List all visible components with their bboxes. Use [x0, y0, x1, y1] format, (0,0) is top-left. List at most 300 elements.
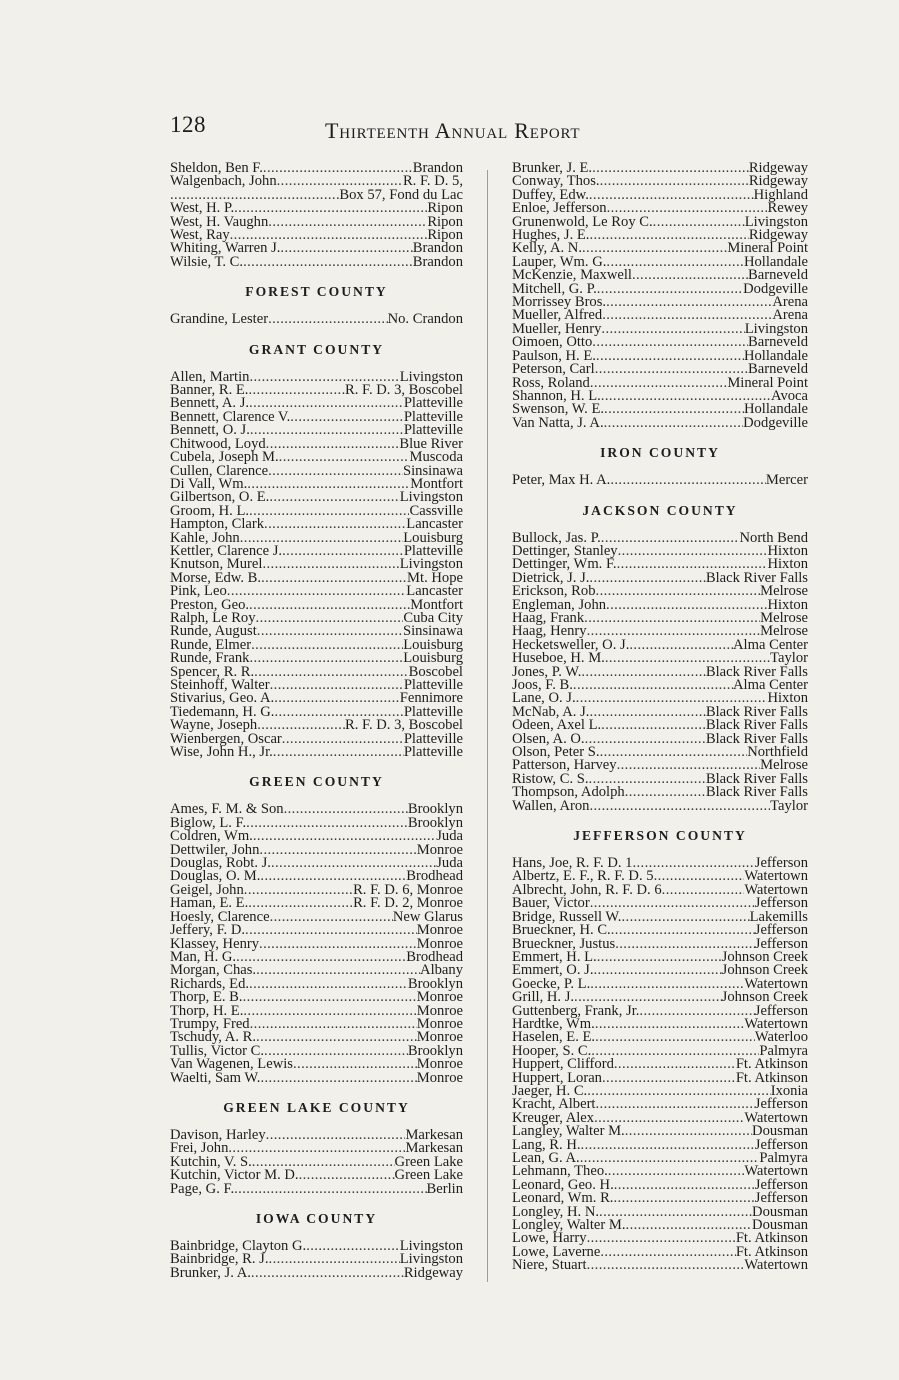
entry-name: Odeen, Axel L. — [512, 717, 602, 734]
entry-name: Brunker, J. E. — [512, 160, 593, 176]
county-heading: FOREST COUNTY — [245, 284, 388, 300]
entry-place: Jefferson — [754, 922, 808, 939]
entry-name: Thorp, E. B. — [170, 989, 243, 1006]
dot-leader — [284, 803, 408, 816]
dot-leader — [662, 884, 745, 897]
entry-place: Berlin — [426, 1180, 463, 1197]
entry-name: Pink, Leo — [170, 583, 227, 600]
entry-place: Melrose — [760, 757, 808, 774]
dot-leader — [600, 175, 749, 188]
entry-name: Lean, G. A. — [512, 1150, 580, 1166]
entry-place: Juda — [436, 855, 463, 872]
entry-place: Platteville — [403, 422, 463, 439]
dot-leader — [260, 1072, 416, 1085]
dot-leader — [269, 1253, 400, 1266]
entry-place: Hixton — [767, 690, 808, 707]
entry-place: Ridgeway — [748, 160, 808, 176]
dot-leader — [653, 216, 745, 229]
entry-place: Mt. Hope — [407, 569, 463, 586]
dot-leader — [602, 1072, 736, 1085]
entry-place: Platteville — [403, 730, 463, 747]
dot-leader — [587, 1232, 736, 1245]
entry-name: Tschudy, A. R. — [170, 1029, 257, 1046]
entry-name: Gilbertson, O. E. — [170, 489, 270, 506]
dot-leader — [262, 558, 399, 571]
entry-place: R. F. D. 3, Boscobel — [344, 382, 463, 399]
dot-leader — [601, 719, 706, 732]
entry-name: Frei, John — [170, 1140, 229, 1157]
entry-place: Ft. Atkinson — [735, 1243, 808, 1260]
entry-place: Monroe — [416, 922, 463, 939]
entry-place: Ft. Atkinson — [735, 1230, 808, 1247]
entry-name: Brunker, J. A. — [170, 1264, 251, 1281]
entry-place: Brandon — [412, 253, 463, 270]
dot-leader — [595, 1098, 754, 1111]
dot-leader — [253, 830, 436, 843]
entry-place: Johnson Creek — [721, 948, 808, 965]
dot-leader — [259, 844, 416, 857]
dot-leader — [259, 938, 417, 951]
entry-place: Platteville — [403, 703, 463, 720]
dot-leader — [243, 991, 417, 1004]
entry-name: Jeffery, F. D. — [170, 922, 246, 939]
dot-leader — [595, 363, 748, 376]
dot-leader — [279, 451, 410, 464]
entry-place: Arena — [772, 294, 808, 311]
entry-name: Huppert, Loran — [512, 1069, 602, 1086]
dot-leader — [274, 692, 400, 705]
entry-name: Morgan, Chas. — [170, 962, 257, 979]
dot-leader — [243, 1005, 416, 1018]
entry-name: Dettinger, Wm. F. — [512, 556, 617, 573]
entry-place: Box 57, Fond du Lac — [339, 186, 463, 203]
entry-name: Tullis, Victor C. — [170, 1042, 265, 1059]
entry-name: Goecke, P. L. — [512, 975, 591, 992]
entry-name: Joos, F. B. — [512, 677, 573, 693]
entry-place: Lakemills — [749, 908, 808, 925]
entry-name: Haman, E. E. — [170, 895, 249, 912]
dot-leader — [282, 733, 404, 746]
dot-leader — [591, 1045, 759, 1058]
entry-place: Jefferson — [754, 895, 808, 912]
dot-leader — [243, 256, 413, 269]
entry-name: Geigel, John — [170, 881, 244, 898]
entry-place: Monroe — [416, 1015, 463, 1032]
entry-place: Black River Falls — [705, 730, 808, 747]
dot-leader — [601, 323, 744, 336]
entry-name: Lowe, Harry — [512, 1230, 587, 1247]
entry-place: Monroe — [416, 1002, 463, 1019]
entry-place: Fennimore — [399, 690, 463, 707]
entry-place: Monroe — [416, 841, 463, 858]
dot-leader — [592, 336, 748, 349]
entry-name: Leonard, Wm. R. — [512, 1190, 614, 1207]
entry-name: Kahle, John — [170, 529, 240, 546]
dot-leader — [264, 518, 406, 531]
entry-place: Monroe — [416, 989, 463, 1006]
entry-name: Wise, John H., Jr. — [170, 744, 273, 761]
entry-place: Albany — [420, 962, 463, 979]
entry-place: Markesan — [405, 1140, 463, 1157]
entry-name: Allen, Martin — [170, 368, 250, 385]
dot-leader — [228, 1142, 405, 1155]
directory-entry — [170, 1180, 463, 1197]
dot-leader — [625, 1125, 752, 1138]
dot-leader — [293, 1058, 417, 1071]
entry-place: Sinsinawa — [403, 623, 463, 640]
dot-leader — [596, 350, 744, 363]
entry-place: Watertown — [744, 868, 808, 885]
dot-leader — [625, 786, 706, 799]
entry-name: Leonard, Geo. H. — [512, 1176, 614, 1193]
dot-leader — [600, 746, 748, 759]
entry-place: R. F. D. 2, Monroe — [353, 895, 463, 912]
entry-name: Man, H. G. — [170, 948, 237, 965]
entry-name: Tiedemann, H. G. — [170, 703, 275, 720]
entry-name: Erickson, Rob — [512, 583, 596, 600]
entry-name: Swenson, W. E. — [512, 401, 605, 418]
entry-name: Emmert, H. L. — [512, 948, 597, 965]
entry-name: Bridge, Russell W. — [512, 908, 622, 925]
dot-leader — [250, 424, 404, 437]
entry-name: Banner, R. E. — [170, 382, 249, 399]
entry-name: Groom, H. L. — [170, 502, 250, 519]
entry-name: Lauper, Wm. G. — [512, 253, 607, 270]
dot-leader — [590, 377, 727, 390]
entry-name: Runde, Elmer — [170, 636, 252, 653]
entry-place: Brandon — [412, 160, 463, 176]
entry-place: Black River Falls — [705, 663, 808, 680]
dot-leader — [254, 666, 409, 679]
entry-place: Livingston — [399, 1238, 463, 1254]
county-heading: GREEN COUNTY — [249, 774, 384, 790]
entry-place: Johnson Creek — [721, 962, 808, 979]
entry-place: Louisburg — [403, 650, 463, 667]
entry-name: Guttenberg, Frank, Jr. — [512, 1002, 640, 1019]
entry-name: Lehmann, Theo. — [512, 1163, 608, 1180]
entry-name: Grill, H. J. — [512, 989, 575, 1006]
dot-leader — [592, 162, 749, 175]
dot-leader — [611, 924, 755, 937]
dot-leader — [589, 800, 770, 813]
entry-name: Ristow, C. S. — [512, 770, 589, 787]
entry-place: Black River Falls — [705, 703, 808, 720]
entry-name: Shannon, H. L. — [512, 387, 601, 404]
dot-leader — [246, 817, 408, 830]
dot-leader — [621, 911, 749, 924]
dot-leader — [282, 545, 404, 558]
entry-place: Ft. Atkinson — [735, 1056, 808, 1073]
entry-place: Mineral Point — [727, 240, 808, 257]
dot-leader — [614, 1058, 736, 1071]
dot-leader — [306, 1240, 400, 1253]
entry-name: Hooper, S. C. — [512, 1042, 592, 1059]
entry-place: Hixton — [767, 542, 808, 559]
entry-name: Kettler, Clarence J. — [170, 542, 283, 559]
entry-name: Emmert, O. J. — [512, 962, 594, 979]
entry-place: Ridgeway — [748, 227, 808, 244]
column-divider — [487, 170, 488, 1282]
entry-place: Barneveld — [748, 361, 808, 378]
directory-entry — [512, 414, 808, 431]
entry-name: Richards, Ed. — [170, 975, 250, 992]
dot-leader — [589, 706, 705, 719]
dot-leader — [269, 491, 399, 504]
entry-place: R. F. D. 5, — [402, 173, 463, 190]
entry-name: Hardtke, Wm. — [512, 1015, 595, 1032]
entry-name: Stivarius, Geo. A. — [170, 690, 275, 707]
entry-place: Ixonia — [770, 1082, 808, 1099]
entry-place: Arena — [772, 307, 808, 324]
entry-place: Green Lake — [394, 1153, 463, 1170]
entry-name: Thompson, Adolph — [512, 784, 625, 801]
dot-leader — [608, 1165, 745, 1178]
entry-name: Coldren, Wm. — [170, 828, 253, 845]
directory-entry — [170, 1069, 463, 1086]
entry-place: Jefferson — [754, 1096, 808, 1113]
entry-place: Livingston — [744, 213, 808, 230]
entry-place: Montfort — [410, 475, 463, 492]
entry-name: Brueckner, Justus — [512, 935, 616, 952]
entry-place: Brodhead — [406, 948, 463, 965]
entry-place: Barneveld — [748, 267, 808, 284]
entry-name: Dettinger, Stanley — [512, 542, 618, 559]
dot-leader — [273, 746, 404, 759]
dot-leader — [584, 612, 760, 625]
directory-entry — [512, 474, 808, 487]
entry-place: Watertown — [744, 1163, 808, 1180]
dot-leader — [614, 1179, 755, 1192]
entry-place: Boscobel — [408, 663, 463, 680]
entry-place: Hixton — [767, 556, 808, 573]
entry-name: Wallen, Aron — [512, 797, 590, 814]
dot-leader — [248, 384, 345, 397]
entry-name: Brueckner, H. C. — [512, 922, 611, 939]
entry-place: Dodgeville — [743, 280, 808, 297]
entry-place: Livingston — [399, 489, 463, 506]
entry-name: Haselen, E. E. — [512, 1029, 596, 1046]
entry-place: New Glarus — [392, 908, 463, 925]
entry-name: Longley, H. N. — [512, 1203, 600, 1220]
entry-place: Platteville — [403, 677, 463, 693]
entry-place: North Bend — [739, 529, 808, 546]
entry-name: Mueller, Alfred — [512, 307, 603, 324]
dot-leader — [610, 474, 766, 487]
entry-name: Bainbridge, R. J. — [170, 1251, 269, 1268]
entry-name: Bennett, Clarence V. — [170, 408, 291, 425]
entry-place: Monroe — [416, 1029, 463, 1046]
entry-name: Huppert, Clifford — [512, 1056, 614, 1073]
entry-place: Rewey — [767, 200, 808, 217]
entry-place: Ripon — [427, 213, 463, 230]
entry-place: Jefferson — [754, 1176, 808, 1193]
entry-place: Brooklyn — [407, 801, 463, 818]
entry-place: Palmyra — [759, 1150, 808, 1166]
dot-leader — [587, 1085, 771, 1098]
dot-leader — [256, 612, 404, 625]
entry-name: Preston, Geo. — [170, 596, 250, 613]
entry-place: Hollandale — [743, 253, 808, 270]
dot-leader — [618, 545, 768, 558]
entry-place: Jefferson — [754, 1190, 808, 1207]
entry-name: Runde, Frank — [170, 650, 250, 667]
entry-name: Davison, Harley — [170, 1126, 266, 1143]
entry-name: Grunenwold, Le Roy C. — [512, 213, 653, 230]
entry-place: Ripon — [427, 227, 463, 244]
dot-leader — [589, 189, 754, 202]
dot-leader — [251, 1267, 404, 1280]
entry-place: No. Crandon — [387, 311, 463, 328]
entry-place: Mineral Point — [727, 374, 808, 391]
entry-name: Knutson, Murel — [170, 556, 263, 573]
entry-place: Platteville — [403, 408, 463, 425]
entry-place: Taylor — [770, 650, 808, 667]
entry-name: Bennett, A. J. — [170, 395, 250, 412]
entry-place: Watertown — [744, 975, 808, 992]
entry-name: Steinhoff, Walter — [170, 677, 270, 693]
entry-place: Montfort — [410, 596, 463, 613]
dot-leader — [581, 666, 706, 679]
entry-place: Palmyra — [759, 1042, 808, 1059]
entry-place: Blue River — [399, 435, 463, 452]
entry-place: Taylor — [770, 797, 808, 814]
dot-leader — [601, 532, 740, 545]
entry-name: Lang, R. H. — [512, 1136, 581, 1153]
entry-name: Di Vall, Wm. — [170, 475, 248, 492]
entry-name: Douglas, O. M. — [170, 868, 261, 885]
dot-leader — [234, 1183, 426, 1196]
entry-name: Mueller, Henry — [512, 320, 602, 337]
entry-place: Ft. Atkinson — [735, 1069, 808, 1086]
entry-name: Olsen, A. O. — [512, 730, 585, 747]
entry-place: Ripon — [427, 200, 463, 217]
page-number: 128 — [170, 112, 206, 137]
entry-place: Watertown — [744, 1109, 808, 1126]
entry-place: Alma Center — [733, 636, 808, 653]
entry-name: Kelly, A. N. — [512, 240, 582, 257]
entry-place: Markesan — [405, 1126, 463, 1143]
entry-place: Platteville — [403, 395, 463, 412]
dot-leader — [290, 411, 404, 424]
entry-name: Hughes, J. E. — [512, 227, 590, 244]
entry-name: Klassey, Henry — [170, 935, 260, 952]
dot-leader — [256, 1031, 417, 1044]
entry-name: Peter, Max H. A. — [512, 472, 611, 489]
directory-entry — [170, 253, 463, 270]
county-heading: IRON COUNTY — [600, 445, 720, 461]
entry-name: Grandine, Lester — [170, 311, 269, 328]
entry-place: Watertown — [744, 881, 808, 898]
dot-leader — [236, 951, 406, 964]
dot-leader — [249, 599, 410, 612]
directory-entry — [170, 1264, 463, 1281]
entry-name: West, H. Vaughn — [170, 213, 269, 230]
dot-leader — [256, 964, 420, 977]
entry-name: Patterson, Harvey — [512, 757, 617, 774]
entry-name: Morse, Edw. B. — [170, 569, 262, 586]
county-heading: GREEN LAKE COUNTY — [223, 1099, 410, 1115]
entry-name: Hecketsweller, O. J. — [512, 636, 630, 653]
entry-place: Ridgeway — [748, 173, 808, 190]
dot-leader — [268, 313, 388, 326]
dot-leader — [247, 478, 410, 491]
dot-leader — [587, 1259, 745, 1272]
county-heading: JACKSON COUNTY — [582, 502, 738, 518]
entry-name: Spencer, R. R. — [170, 663, 255, 680]
dot-leader — [654, 870, 745, 883]
entry-name: Jones, P. W. — [512, 663, 582, 680]
dot-leader — [606, 296, 772, 309]
entry-name: Langley, Walter M. — [512, 1123, 625, 1140]
entry-place: Ridgeway — [403, 1264, 463, 1281]
entry-name: Ross, Roland — [512, 374, 590, 391]
entry-place: Avoca — [770, 387, 808, 404]
entry-place: Mercer — [765, 472, 808, 489]
dot-leader — [613, 1192, 754, 1205]
dot-leader — [266, 438, 400, 451]
left-column — [170, 162, 463, 1280]
dot-leader — [268, 216, 427, 229]
entry-name: Kutchin, Victor M. D. — [170, 1167, 299, 1184]
entry-name: Hoesly, Clarence — [170, 908, 270, 925]
entry-place: Hollandale — [743, 347, 808, 364]
entry-name: Engleman, John — [512, 596, 607, 613]
entry-place: Monroe — [416, 935, 463, 952]
entry-place: R. F. D. 6, Monroe — [353, 881, 463, 898]
entry-place: Muscoda — [409, 449, 463, 466]
dot-leader — [597, 283, 743, 296]
entry-place: Barneveld — [748, 334, 808, 351]
entry-name: Enloe, Jefferson — [512, 200, 607, 217]
entry-name: Longley, Walter M. — [512, 1217, 626, 1234]
dot-leader — [597, 951, 722, 964]
dot-leader — [227, 585, 407, 598]
entry-name: Haag, Frank — [512, 609, 585, 626]
dot-leader — [595, 1018, 745, 1031]
entry-name: Bullock, Jas. P. — [512, 529, 601, 546]
entry-place: Livingston — [744, 320, 808, 337]
dot-leader — [249, 652, 403, 665]
entry-name: Olson, Peter S. — [512, 744, 600, 761]
dot-leader — [249, 978, 408, 991]
entry-name: Ames, F. M. & Son — [170, 801, 284, 818]
entry-name: Bennett, O. J. — [170, 422, 250, 439]
dot-leader — [595, 1031, 755, 1044]
entry-name: Bainbridge, Clayton G. — [170, 1238, 307, 1254]
dot-leader — [280, 242, 412, 255]
entry-place: Lancaster — [406, 583, 463, 600]
entry-place: Watertown — [744, 1015, 808, 1032]
entry-place: Jefferson — [754, 855, 808, 872]
entry-name: Whiting, Warren J. — [170, 240, 281, 257]
entry-name: Cullen, Clarence — [170, 462, 269, 479]
dot-leader — [245, 924, 417, 937]
entry-place: Brodhead — [406, 868, 463, 885]
entry-name: Paulson, H. E. — [512, 347, 596, 364]
entry-place: Hixton — [767, 596, 808, 613]
entry-name: Mitchell, G. P. — [512, 280, 597, 297]
entry-place: Black River Falls — [705, 717, 808, 734]
entry-name: Thorp, H. E. — [170, 1002, 244, 1019]
entry-place: Cuba City — [403, 609, 463, 626]
entry-name: Wilsie, T. C. — [170, 253, 244, 270]
dot-leader — [632, 269, 748, 282]
dot-leader — [299, 1169, 395, 1182]
entry-place: Cassville — [409, 502, 463, 519]
entry-name: Kutchin, V. S. — [170, 1153, 252, 1170]
dot-leader — [604, 417, 744, 430]
entry-name: Wienbergen, Oscar — [170, 730, 282, 747]
